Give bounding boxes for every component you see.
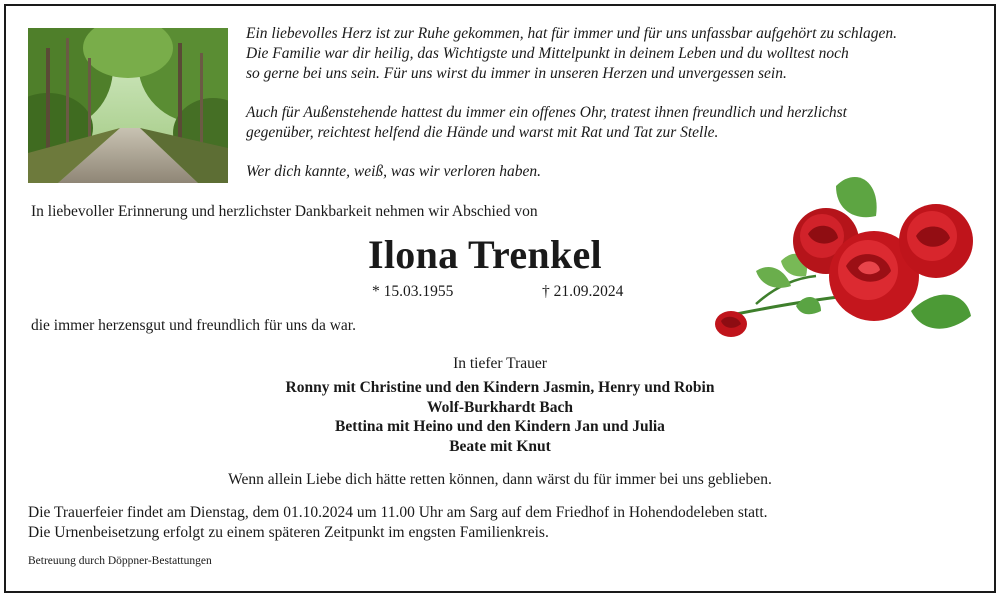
forest-path-photo (28, 28, 228, 183)
deceased-name: Ilona Trenkel (368, 232, 602, 277)
funeral-home-credit: Betreuung durch Döppner-Bestattungen (28, 555, 212, 567)
poem-line: so gerne bei uns sein. Für uns wirst du immer in unseren Herzen und unvergessen sein. (246, 65, 787, 82)
poem-line: Die Familie war dir heilig, das Wichtigste und Mittelpunkt in deinem Leben und du wolltest noch (246, 45, 849, 62)
forest-path-image (28, 28, 228, 183)
death-date: † 21.09.2024 (542, 283, 624, 300)
mourning-label: In tiefer Trauer (453, 355, 547, 372)
family-member: Ronny mit Christine und den Kindern Jasmin, Henry und Robin (285, 379, 715, 396)
family-member: Beate mit Knut (449, 437, 551, 455)
family-member: Bettina mit Heino und den Kindern Jan und Julia (335, 418, 665, 435)
obituary-card (4, 4, 996, 593)
poem-line: Ein liebevolles Herz ist zur Ruhe gekommen, hat für immer und für uns unfassbar aufgehört zu schlagen. (246, 25, 897, 42)
closing-line: die immer herzensgut und freundlich für uns da war. (31, 317, 356, 334)
service-line: Die Urnenbeisetzung erfolgt zu einem späteren Zeitpunkt im engsten Familienkreis. (28, 523, 549, 541)
service-info (28, 503, 768, 542)
memorial-quote: Wenn allein Liebe dich hätte retten können, dann wärst du für immer bei uns geblieben. (228, 471, 772, 488)
service-line: Die Trauerfeier findet am Dienstag, dem 01.10.2024 um 11.00 Uhr am Sarg auf dem Friedhof in Hohendodeleben statt. (28, 504, 768, 521)
roses-icon (696, 166, 981, 346)
poem-line: Wer dich kannte, weiß, was wir verloren haben. (246, 163, 542, 180)
poem-line: Auch für Außenstehende hattest du immer ein offenes Ohr, tratest ihnen freundlich und herzlichst (246, 104, 847, 121)
poem-line: gegenüber, reichtest helfend die Hände und warst mit Rat und Tat zur Stelle. (246, 124, 719, 141)
family-list (6, 378, 994, 456)
poem-text (246, 24, 986, 182)
roses-decoration (696, 166, 981, 346)
family-member: Wolf-Burkhardt Bach (427, 398, 573, 416)
farewell-intro: In liebevoller Erinnerung und herzlichster Dankbarkeit nehmen wir Abschied von (31, 203, 538, 220)
birth-date: * 15.03.1955 (372, 283, 454, 300)
